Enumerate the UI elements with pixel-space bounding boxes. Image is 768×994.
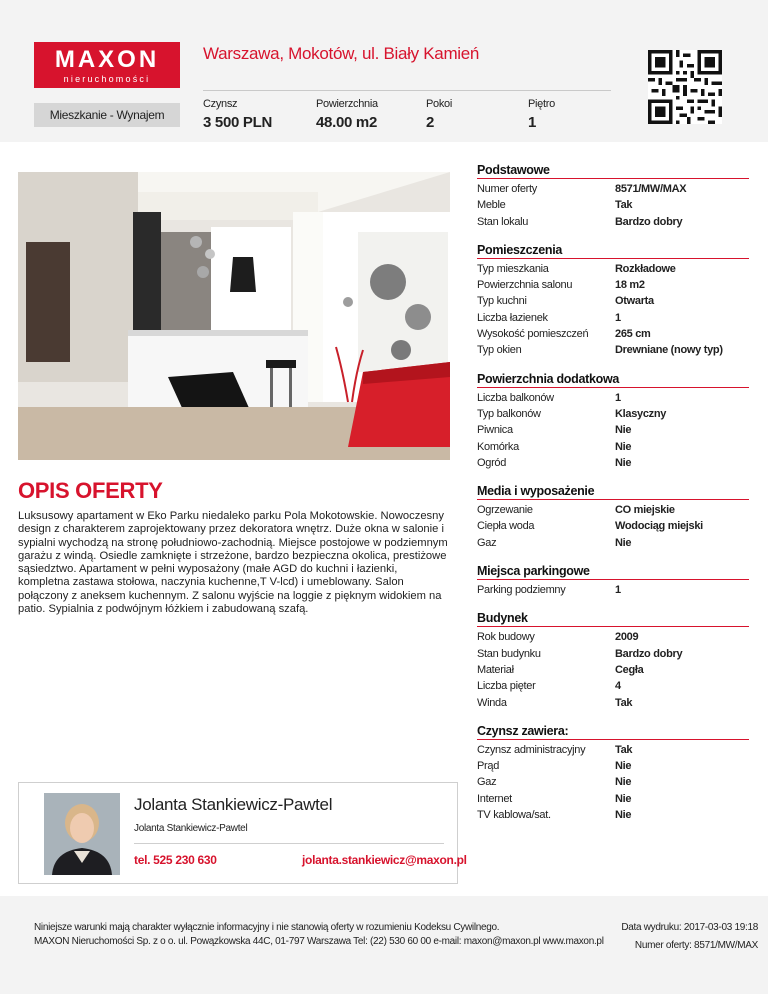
param-label: Piętro <box>528 98 555 110</box>
detail-key: Prąd <box>477 760 500 773</box>
detail-key: Wysokość pomieszczeń <box>477 328 589 341</box>
detail-key: Ciepła woda <box>477 520 535 533</box>
footer-print-date: Data wydruku: 2017-03-03 19:18 <box>621 922 758 933</box>
detail-row <box>477 629 749 645</box>
detail-key: Ogród <box>477 456 507 469</box>
detail-value: 265 cm <box>615 328 651 341</box>
detail-key: TV kablowa/sat. <box>477 809 551 822</box>
detail-value: Nie <box>615 536 632 549</box>
section-divider <box>477 579 749 580</box>
param-value: 1 <box>528 114 537 131</box>
agent-portrait-image <box>44 793 120 875</box>
details-panel <box>477 163 749 823</box>
detail-row <box>477 758 749 774</box>
detail-value: Nie <box>615 792 632 805</box>
details-section <box>477 724 749 823</box>
section-spacer <box>477 359 749 372</box>
detail-value: CO miejskie <box>615 504 675 517</box>
param-value: 3 500 PLN <box>203 114 273 131</box>
footer-company-info: MAXON Nieruchomości Sp. z o o. ul. Powązkowska 44C, 01-797 Warszawa Tel: (22) 530 60 00 e-mail: maxon@maxon.pl www.maxon.pl <box>34 936 604 947</box>
detail-value: Nie <box>615 776 632 789</box>
detail-value: 1 <box>615 391 621 404</box>
detail-row <box>477 662 749 678</box>
detail-row <box>477 390 749 406</box>
detail-row <box>477 422 749 438</box>
detail-value: 18 m2 <box>615 279 645 292</box>
detail-row <box>477 774 749 790</box>
detail-value: Tak <box>615 199 633 212</box>
detail-row <box>477 214 749 230</box>
details-section <box>477 564 749 598</box>
description-text: Luksusowy apartament w Eko Parku niedaleko parku Pola Mokotowskie. Nowoczesny design z charakterem zaprojektowany przez dekoratora wnętrz. Duże okna w salonie i sypialni wychodzą na stronę południowo-zachodnią. Miejsce postojowe w podziemnym garażu z windą. Osiedle zamknięte i strzeżone, bardzo bezpieczna okolica, prestiżowe sąsiedztwo. Apartament w pełni wyposażony (małe AGD do kuchni i łazienki, kompletna zastawa stołowa, naczynia kuchenne,T V-lcd) i umeblowany. Salon połączony z aneksem kuchennym. Z salonu wyjście na loggie z pięknym widokiem na patio. Sypialnia z podwójnym łóżkiem i zabudowaną szafą. <box>18 510 448 616</box>
detail-value: 8571/MW/MAX <box>615 183 687 195</box>
detail-row <box>477 342 749 358</box>
detail-key: Komórka <box>477 440 519 453</box>
param-floor <box>528 98 555 131</box>
param-rooms <box>426 98 452 131</box>
detail-row <box>477 582 749 598</box>
detail-row <box>477 535 749 551</box>
detail-key: Internet <box>477 792 512 805</box>
detail-row <box>477 742 749 758</box>
param-label: Czynsz <box>203 98 238 110</box>
param-rent <box>203 98 272 131</box>
agent-avatar <box>44 793 120 875</box>
detail-key: Winda <box>477 696 507 709</box>
detail-row <box>477 277 749 293</box>
detail-key: Stan lokalu <box>477 215 529 228</box>
section-title: Pomieszczenia <box>477 242 563 257</box>
description-title: OPIS OFERTY <box>18 478 163 503</box>
agent-card <box>18 782 467 884</box>
agent-email-link[interactable]: jolanta.stankiewicz@maxon.pl <box>302 853 467 867</box>
detail-value: Nie <box>615 440 632 453</box>
detail-key: Typ mieszkania <box>477 262 549 275</box>
detail-row <box>477 326 749 342</box>
detail-value: Wodociąg miejski <box>615 520 703 533</box>
logo-tagline: nieruchomości <box>63 74 151 84</box>
section-spacer <box>477 551 749 564</box>
detail-key: Materiał <box>477 663 514 676</box>
detail-key: Typ okien <box>477 344 522 357</box>
detail-key: Rok budowy <box>477 631 535 644</box>
section-title: Podstawowe <box>477 163 550 177</box>
maxon-logo[interactable] <box>34 42 180 88</box>
detail-key: Numer oferty <box>477 183 537 195</box>
listing-type-badge: Mieszkanie - Wynajem <box>34 103 180 127</box>
detail-row <box>477 502 749 518</box>
property-photo[interactable] <box>18 172 450 460</box>
apartment-interior-image <box>18 172 450 460</box>
details-section <box>477 372 749 471</box>
detail-key: Gaz <box>477 776 497 789</box>
detail-key: Liczba pięter <box>477 680 536 693</box>
section-spacer <box>477 598 749 611</box>
detail-row <box>477 807 749 823</box>
detail-row <box>477 181 749 197</box>
detail-value: Bardzo dobry <box>615 215 683 228</box>
section-spacer <box>477 230 749 243</box>
detail-row <box>477 678 749 694</box>
section-divider <box>477 499 749 500</box>
detail-key: Stan budynku <box>477 647 541 660</box>
section-spacer <box>477 711 749 724</box>
section-title: Czynsz zawiera: <box>477 723 569 738</box>
detail-value: Rozkładowe <box>615 262 676 275</box>
detail-value: Nie <box>615 456 632 469</box>
detail-row <box>477 406 749 422</box>
section-title: Budynek <box>477 611 528 626</box>
details-section <box>477 611 749 710</box>
detail-value: Cegła <box>615 663 644 676</box>
details-section <box>477 484 749 551</box>
detail-key: Piwnica <box>477 424 513 437</box>
detail-key: Meble <box>477 199 506 212</box>
detail-value: Bardzo dobry <box>615 647 683 660</box>
param-value: 2 <box>426 114 435 131</box>
detail-value: 2009 <box>615 631 639 644</box>
section-divider <box>477 739 749 740</box>
detail-row <box>477 293 749 309</box>
detail-value: Otwarta <box>615 295 654 308</box>
detail-row <box>477 695 749 711</box>
detail-value: 1 <box>615 584 621 597</box>
detail-value: Nie <box>615 424 632 437</box>
header-divider <box>203 90 611 91</box>
detail-key: Ogrzewanie <box>477 504 533 517</box>
section-title: Powierzchnia dodatkowa <box>477 371 620 386</box>
details-section <box>477 243 749 359</box>
section-spacer <box>477 471 749 484</box>
detail-key: Czynsz administracyjny <box>477 743 586 756</box>
section-divider <box>477 258 749 259</box>
detail-value: Tak <box>615 696 633 709</box>
detail-key: Powierzchnia salonu <box>477 279 573 292</box>
listing-location: Warszawa, Mokotów, ul. Biały Kamień <box>203 44 480 63</box>
detail-value: 1 <box>615 311 621 324</box>
detail-row <box>477 261 749 277</box>
header <box>0 0 768 142</box>
detail-row <box>477 310 749 326</box>
detail-key: Gaz <box>477 536 497 549</box>
detail-value: Nie <box>615 809 632 822</box>
detail-key: Typ kuchni <box>477 295 527 308</box>
section-divider <box>477 626 749 627</box>
detail-value: Tak <box>615 743 633 756</box>
param-label: Pokoi <box>426 98 453 110</box>
detail-row <box>477 791 749 807</box>
agent-name: Jolanta Stankiewicz-Pawtel <box>134 795 333 814</box>
detail-row <box>477 646 749 662</box>
agent-divider <box>134 843 444 844</box>
detail-key: Parking podziemny <box>477 584 566 597</box>
footer-disclaimer: Niniejsze warunki mają charakter wyłącznie informacyjny i nie stanowią oferty w rozumieniu Kodeksu Cywilnego. <box>34 922 500 933</box>
detail-row <box>477 518 749 534</box>
footer-offer-number: Numer oferty: 8571/MW/MAX <box>634 940 758 951</box>
section-divider <box>477 387 749 388</box>
detail-value: 4 <box>615 680 621 693</box>
section-title: Media i wyposażenie <box>477 484 595 499</box>
param-value: 48.00 m2 <box>316 114 377 131</box>
detail-key: Liczba łazienek <box>477 311 548 324</box>
logo-wordmark: MAXON <box>54 46 160 73</box>
detail-value: Klasyczny <box>615 407 667 420</box>
agent-subname: Jolanta Stankiewicz-Pawtel <box>134 823 248 834</box>
param-area <box>316 98 378 131</box>
param-label: Powierzchnia <box>316 98 378 110</box>
detail-value: Drewniane (nowy typ) <box>615 344 723 357</box>
footer <box>0 896 768 994</box>
detail-row <box>477 197 749 213</box>
detail-value: Nie <box>615 760 632 773</box>
agent-phone-link[interactable]: tel. 525 230 630 <box>134 853 217 867</box>
detail-key: Typ balkonów <box>477 407 541 420</box>
section-title: Miejsca parkingowe <box>477 564 590 579</box>
details-section <box>477 163 749 230</box>
detail-key: Liczba balkonów <box>477 391 554 404</box>
detail-row <box>477 439 749 455</box>
qr-code-icon[interactable] <box>648 50 722 124</box>
section-divider <box>477 178 749 179</box>
detail-row <box>477 455 749 471</box>
